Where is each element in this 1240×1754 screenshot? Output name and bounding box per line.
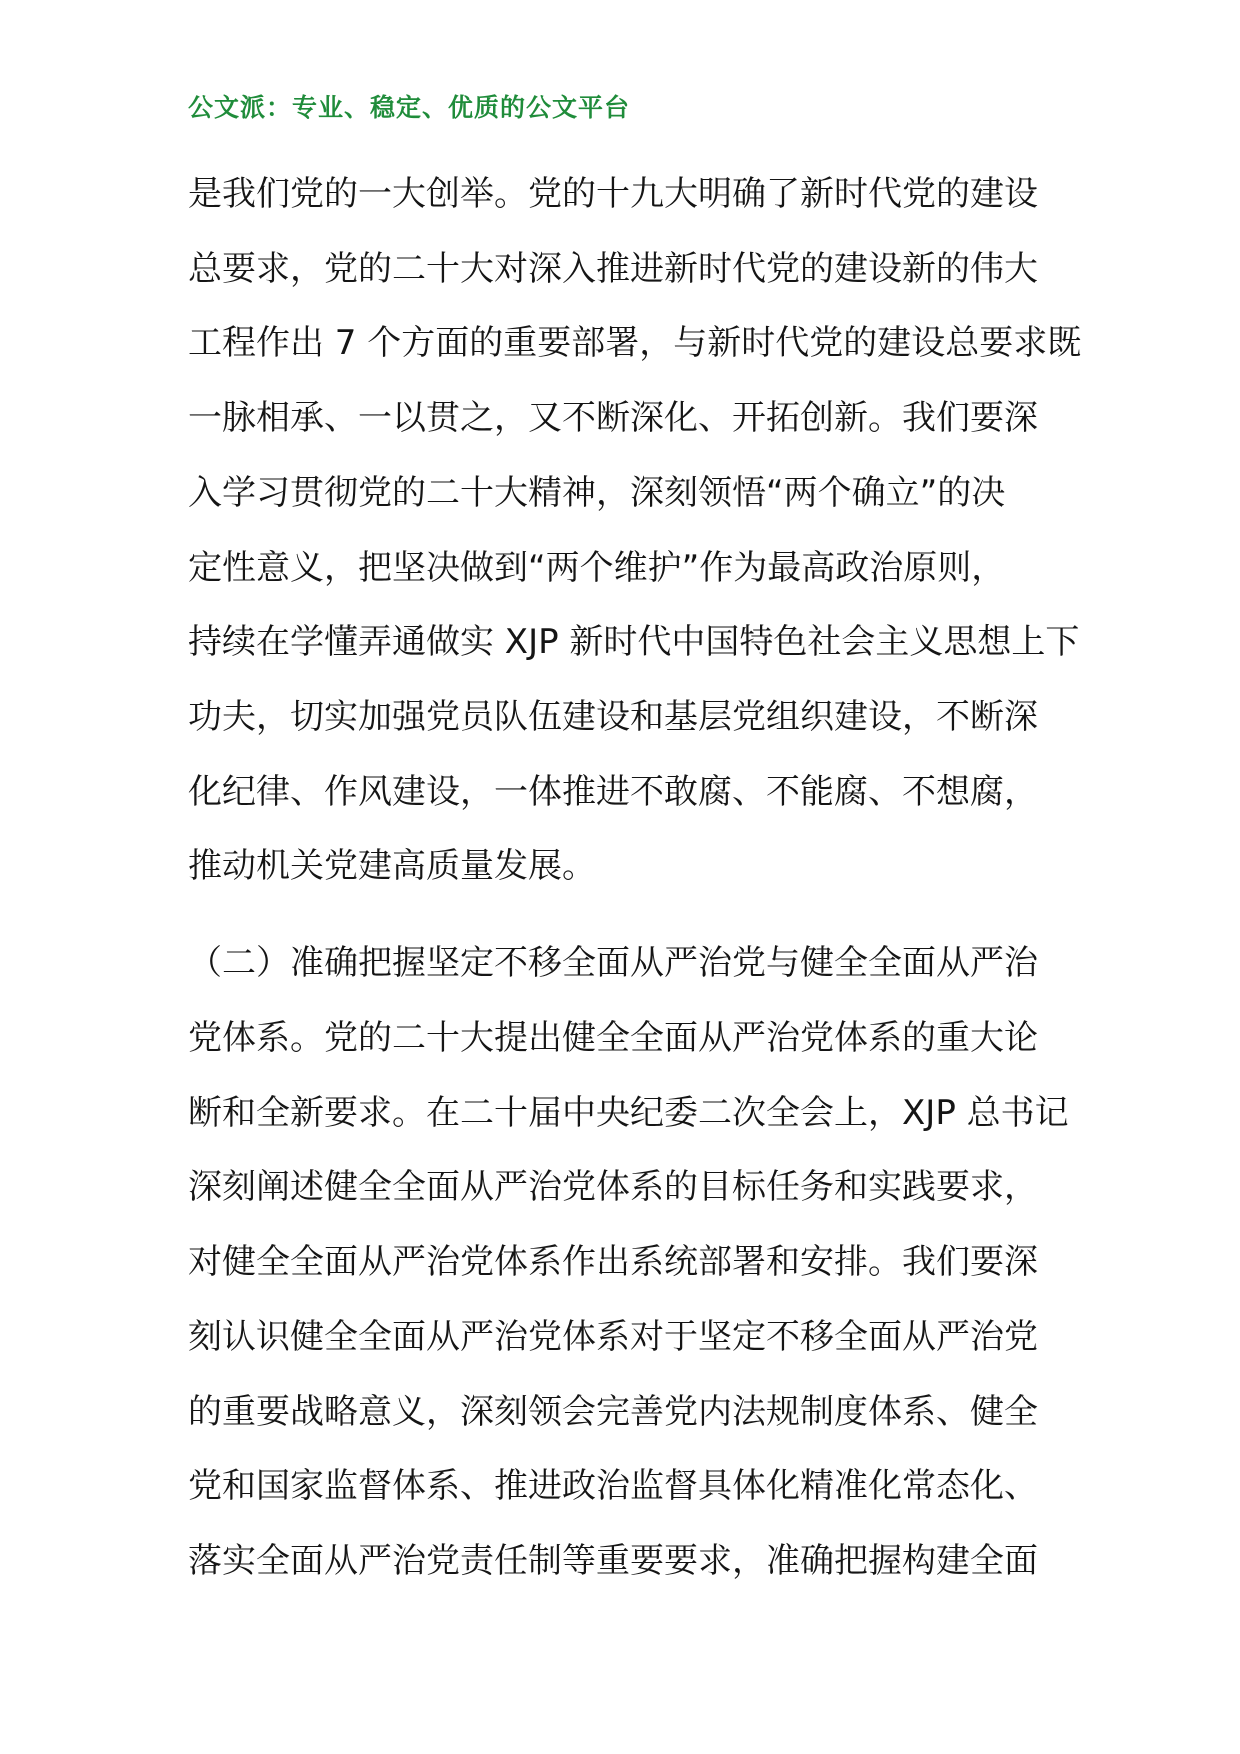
- paragraph-2-line-8: 党和国家监督体系、推进政治监督具体化精准化常态化、: [188, 1466, 1038, 1506]
- paragraph-1-line-9: 化纪律、作风建设，一体推进不敢腐、不能腐、不想腐，: [188, 772, 1038, 812]
- paragraph-2-line-1: （二）准确把握坚定不移全面从严治党与健全全面从严治: [188, 943, 1038, 983]
- paragraph-2-line-9: 落实全面从严治党责任制等重要要求，准确把握构建全面: [188, 1541, 1038, 1581]
- paragraph-1-line-1: 是我们党的一大创举。党的十九大明确了新时代党的建设: [188, 174, 1038, 214]
- paragraph-1-line-10: 推动机关党建高质量发展。: [188, 846, 596, 886]
- paragraph-1-line-6: 定性意义，把坚决做到“两个维护”作为最高政治原则，: [188, 548, 1006, 588]
- header-title: 公文派：专业、稳定、优质的公文平台: [188, 93, 631, 122]
- paragraph-1-line-2: 总要求，党的二十大对深入推进新时代党的建设新的伟大: [188, 249, 1038, 289]
- paragraph-2-line-3: 断和全新要求。在二十届中央纪委二次全会上，XJP 总书记: [188, 1093, 1069, 1133]
- paragraph-2-line-7: 的重要战略意义，深刻领会完善党内法规制度体系、健全: [188, 1392, 1038, 1432]
- paragraph-1-line-4: 一脉相承、一以贯之，又不断深化、开拓创新。我们要深: [188, 398, 1038, 438]
- paragraph-2-line-4: 深刻阐述健全全面从严治党体系的目标任务和实践要求，: [188, 1167, 1038, 1207]
- paragraph-2-line-5: 对健全全面从严治党体系作出系统部署和安排。我们要深: [188, 1242, 1038, 1282]
- paragraph-1-line-8: 功夫，切实加强党员队伍建设和基层党组织建设，不断深: [188, 697, 1038, 737]
- paragraph-1-line-3: 工程作出 7 个方面的重要部署，与新时代党的建设总要求既: [188, 323, 1082, 363]
- paragraph-2-line-2: 党体系。党的二十大提出健全全面从严治党体系的重大论: [188, 1018, 1038, 1058]
- paragraph-2-line-6: 刻认识健全全面从严治党体系对于坚定不移全面从严治党: [188, 1317, 1038, 1357]
- paragraph-1-line-7: 持续在学懂弄通做实 XJP 新时代中国特色社会主义思想上下: [188, 622, 1080, 662]
- paragraph-1-line-5: 入学习贯彻党的二十大精神，深刻领悟“两个确立”的决: [188, 473, 1006, 513]
